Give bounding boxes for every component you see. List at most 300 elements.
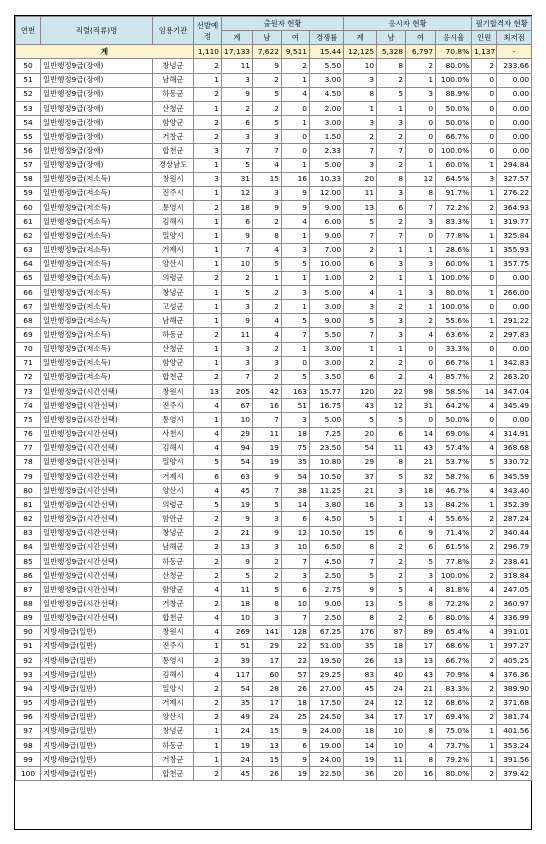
total-take-total: 12,125 [344,45,377,59]
cell-no: 71 [16,356,41,370]
table-row [16,484,532,498]
cell-app-male: 2 [253,569,282,583]
cell-rate: 63.6% [436,328,472,342]
cell-app-female: 0 [282,356,310,370]
cell-pass-count: 1 [472,158,497,172]
cell-min-score: 345.49 [497,399,532,413]
cell-app-male: 2 [253,370,282,384]
total-label: 계 [16,45,194,59]
cell-take-male: 2 [377,158,406,172]
cell-position: 지방세9급(일반) [41,710,153,724]
cell-quota: 1 [194,738,222,752]
cell-quota: 1 [194,639,222,653]
cell-take-female: 8 [406,724,436,738]
cell-take-male: 12 [377,399,406,413]
results-table-sheet [14,15,532,830]
cell-take-female: 89 [406,625,436,639]
cell-ratio: 7.00 [310,243,344,257]
table-row [16,441,532,455]
cell-take-female: 3 [406,569,436,583]
cell-app-female: 5 [282,370,310,384]
table-row [16,753,532,767]
cell-take-total: 15 [344,526,377,540]
table-row [16,583,532,597]
cell-pass-count: 0 [472,116,497,130]
cell-min-score: 287.24 [497,512,532,526]
cell-rate: 75.0% [436,724,472,738]
cell-quota: 2 [194,654,222,668]
cell-take-female: 0 [406,144,436,158]
cell-app-total: 11 [222,59,253,73]
cell-app-female: 22 [282,654,310,668]
cell-min-score: 355.93 [497,243,532,257]
cell-take-total: 11 [344,186,377,200]
table-row [16,186,532,200]
cell-rate: 85.7% [436,370,472,384]
cell-no: 86 [16,569,41,583]
cell-agency: 창원시 [153,385,194,399]
cell-pass-count: 4 [472,668,497,682]
cell-agency: 창녕군 [153,724,194,738]
cell-take-male: 5 [377,597,406,611]
cell-pass-count: 2 [472,710,497,724]
cell-take-total: 1 [344,101,377,115]
header-passers: 필기합격자 현황 [472,17,532,31]
header-applicants: 출원자 현황 [222,17,344,31]
cell-ratio: 9.00 [310,229,344,243]
cell-take-male: 6 [377,427,406,441]
cell-agency: 밀양시 [153,455,194,469]
table-row [16,300,532,314]
cell-no: 84 [16,540,41,554]
cell-no: 58 [16,172,41,186]
cell-take-total: 19 [344,753,377,767]
cell-app-female: 51 [282,399,310,413]
cell-take-male: 3 [377,116,406,130]
cell-take-total: 1 [344,342,377,356]
cell-take-male: 7 [377,229,406,243]
cell-app-female: 1 [282,229,310,243]
cell-rate: 81.8% [436,583,472,597]
cell-take-total: 26 [344,654,377,668]
cell-take-total: 43 [344,399,377,413]
cell-take-male: 24 [377,682,406,696]
cell-ratio: 2.50 [310,569,344,583]
cell-take-female: 0 [406,229,436,243]
cell-agency: 김해시 [153,441,194,455]
cell-no: 73 [16,385,41,399]
cell-app-male: 24 [253,710,282,724]
cell-take-male: 2 [377,356,406,370]
cell-min-score: 0.00 [497,300,532,314]
cell-pass-count: 2 [472,512,497,526]
cell-ratio: 5.00 [310,413,344,427]
cell-position: 일반행정9급(저소득) [41,370,153,384]
cell-rate: 68.6% [436,696,472,710]
cell-take-female: 31 [406,399,436,413]
cell-take-total: 24 [344,696,377,710]
cell-position: 일반행정9급(시간선택) [41,385,153,399]
cell-position: 일반행정9급(저소득) [41,243,153,257]
cell-agency: 의령군 [153,271,194,285]
cell-position: 일반행정9급(시간선택) [41,427,153,441]
cell-take-male: 2 [377,370,406,384]
cell-app-female: 35 [282,455,310,469]
cell-agency: 진주시 [153,186,194,200]
cell-position: 일반행정9급(시간선택) [41,569,153,583]
cell-take-female: 0 [406,130,436,144]
cell-pass-count: 4 [472,484,497,498]
cell-take-female: 4 [406,512,436,526]
cell-app-total: 10 [222,413,253,427]
cell-no: 99 [16,753,41,767]
cell-ratio: 3.00 [310,300,344,314]
cell-take-female: 16 [406,767,436,781]
cell-app-male: 141 [253,625,282,639]
cell-position: 일반행정9급(시간선택) [41,413,153,427]
cell-no: 62 [16,229,41,243]
cell-take-total: 45 [344,682,377,696]
cell-app-male: 60 [253,668,282,682]
cell-app-total: 3 [222,356,253,370]
cell-ratio: 2.50 [310,611,344,625]
cell-app-female: 9 [282,753,310,767]
cell-app-total: 5 [222,158,253,172]
cell-app-male: 9 [253,59,282,73]
cell-min-score: 0.00 [497,413,532,427]
cell-pass-count: 2 [472,201,497,215]
cell-pass-count: 1 [472,243,497,257]
cell-app-total: 7 [222,370,253,384]
table-header [16,17,532,45]
cell-ratio: 1.50 [310,130,344,144]
cell-min-score: 347.04 [497,385,532,399]
cell-rate: 50.0% [436,101,472,115]
cell-no: 59 [16,186,41,200]
cell-take-total: 29 [344,455,377,469]
cell-position: 일반행정9급(장애) [41,101,153,115]
cell-quota: 4 [194,668,222,682]
table-row [16,710,532,724]
table-row [16,526,532,540]
cell-app-total: 18 [222,597,253,611]
cell-app-total: 18 [222,201,253,215]
total-rate: 70.8% [436,45,472,59]
header-app-total: 계 [222,31,253,45]
cell-app-female: 3 [282,569,310,583]
cell-position: 일반행정9급(시간선택) [41,441,153,455]
cell-quota: 2 [194,540,222,554]
cell-rate: 61.5% [436,540,472,554]
cell-rate: 64.5% [436,172,472,186]
cell-pass-count: 4 [472,611,497,625]
cell-pass-count: 2 [472,526,497,540]
cell-min-score: 314.91 [497,427,532,441]
cell-ratio: 5.00 [310,285,344,299]
cell-ratio: 15.77 [310,385,344,399]
cell-take-total: 176 [344,625,377,639]
cell-take-male: 87 [377,625,406,639]
cell-app-total: 3 [222,300,253,314]
cell-min-score: 352.39 [497,498,532,512]
cell-take-total: 8 [344,611,377,625]
cell-take-male: 3 [377,484,406,498]
cell-min-score: 296.79 [497,540,532,554]
header-agency: 임용기관 [153,17,194,45]
cell-no: 98 [16,738,41,752]
cell-no: 63 [16,243,41,257]
cell-take-female: 4 [406,738,436,752]
cell-take-female: 17 [406,639,436,653]
cell-app-total: 9 [222,554,253,568]
cell-take-total: 2 [344,356,377,370]
total-app-female: 9,511 [282,45,310,59]
cell-app-male: 17 [253,696,282,710]
cell-no: 91 [16,639,41,653]
cell-quota: 1 [194,158,222,172]
cell-agency: 통영시 [153,654,194,668]
cell-app-female: 6 [282,512,310,526]
cell-app-male: 15 [253,753,282,767]
cell-take-female: 6 [406,540,436,554]
cell-app-female: 0 [282,130,310,144]
cell-app-female: 9 [282,724,310,738]
cell-no: 80 [16,484,41,498]
cell-take-female: 0 [406,356,436,370]
cell-take-female: 13 [406,498,436,512]
cell-take-male: 3 [377,186,406,200]
cell-rate: 100.0% [436,73,472,87]
cell-rate: 80.0% [436,285,472,299]
cell-ratio: 3.00 [310,342,344,356]
cell-position: 일반행정9급(저소득) [41,285,153,299]
cell-ratio: 4.50 [310,87,344,101]
cell-app-total: 29 [222,427,253,441]
cell-app-total: 5 [222,569,253,583]
cell-min-score: 381.74 [497,710,532,724]
table-row [16,356,532,370]
table-row [16,413,532,427]
cell-take-male: 8 [377,172,406,186]
cell-app-male: 19 [253,441,282,455]
cell-app-female: 57 [282,668,310,682]
table-row [16,271,532,285]
total-take-female: 6,797 [406,45,436,59]
cell-take-male: 3 [377,328,406,342]
cell-pass-count: 2 [472,569,497,583]
cell-take-male: 6 [377,526,406,540]
cell-min-score: 0.00 [497,116,532,130]
cell-app-female: 16 [282,172,310,186]
cell-take-female: 17 [406,710,436,724]
cell-app-male: 4 [253,158,282,172]
cell-app-total: 54 [222,455,253,469]
cell-rate: 46.7% [436,484,472,498]
cell-min-score: 319.77 [497,215,532,229]
cell-no: 57 [16,158,41,172]
cell-pass-count: 1 [472,753,497,767]
cell-pass-count: 1 [472,257,497,271]
cell-min-score: 0.00 [497,271,532,285]
cell-app-female: 4 [282,215,310,229]
cell-ratio: 7.25 [310,427,344,441]
cell-no: 54 [16,116,41,130]
cell-quota: 4 [194,583,222,597]
cell-agency: 창녕군 [153,59,194,73]
cell-app-male: 8 [253,229,282,243]
cell-quota: 2 [194,271,222,285]
table-body [16,45,532,781]
cell-quota: 1 [194,215,222,229]
cell-take-male: 2 [377,73,406,87]
cell-rate: 80.0% [436,611,472,625]
total-pass-count: 1,137 [472,45,497,59]
cell-take-female: 4 [406,583,436,597]
cell-no: 68 [16,314,41,328]
cell-min-score: 291.22 [497,314,532,328]
cell-app-total: 12 [222,186,253,200]
cell-ratio: 19.50 [310,654,344,668]
cell-quota: 2 [194,116,222,130]
header-rate: 응시율 [436,31,472,45]
cell-ratio: 12.00 [310,186,344,200]
cell-quota: 1 [194,724,222,738]
cell-app-female: 26 [282,682,310,696]
cell-quota: 2 [194,767,222,781]
table-row [16,767,532,781]
cell-take-male: 10 [377,738,406,752]
cell-no: 60 [16,201,41,215]
cell-quota: 2 [194,201,222,215]
cell-app-female: 1 [282,73,310,87]
cell-pass-count: 1 [472,314,497,328]
cell-position: 지방세9급(일반) [41,753,153,767]
cell-app-female: 54 [282,470,310,484]
cell-app-male: 8 [253,597,282,611]
cell-min-score: 0.00 [497,101,532,115]
cell-take-female: 0 [406,342,436,356]
cell-ratio: 19.00 [310,738,344,752]
cell-take-total: 120 [344,385,377,399]
cell-app-male: 4 [253,328,282,342]
cell-ratio: 1.00 [310,271,344,285]
cell-rate: 66.7% [436,356,472,370]
cell-app-male: 9 [253,201,282,215]
cell-take-total: 2 [344,271,377,285]
cell-take-total: 3 [344,116,377,130]
cell-min-score: 238.41 [497,554,532,568]
cell-rate: 88.9% [436,87,472,101]
cell-rate: 73.7% [436,738,472,752]
header-takers: 응시자 현황 [344,17,472,31]
table-row [16,59,532,73]
cell-agency: 김해시 [153,215,194,229]
cell-ratio: 29.25 [310,668,344,682]
cell-position: 일반행정9급(시간선택) [41,611,153,625]
cell-agency: 창원시 [153,625,194,639]
cell-position: 일반행정9급(저소득) [41,271,153,285]
table-row [16,144,532,158]
cell-app-female: 5 [282,257,310,271]
header-name: 직렬(직류)명 [41,17,153,45]
cell-app-total: 3 [222,342,253,356]
cell-take-male: 11 [377,753,406,767]
cell-take-male: 18 [377,639,406,653]
cell-app-male: 26 [253,767,282,781]
cell-position: 일반행정9급(시간선택) [41,498,153,512]
cell-agency: 하동군 [153,87,194,101]
cell-position: 일반행정9급(시간선택) [41,597,153,611]
cell-app-male: 3 [253,356,282,370]
cell-app-female: 2 [282,59,310,73]
cell-min-score: 297.83 [497,328,532,342]
cell-ratio: 2.00 [310,101,344,115]
cell-take-male: 13 [377,654,406,668]
cell-agency: 합천군 [153,370,194,384]
cell-min-score: 379.42 [497,767,532,781]
cell-min-score: 376.36 [497,668,532,682]
cell-pass-count: 0 [472,413,497,427]
cell-ratio: 10.33 [310,172,344,186]
cell-ratio: 24.00 [310,724,344,738]
cell-app-male: 1 [253,271,282,285]
cell-take-female: 43 [406,441,436,455]
table-row [16,172,532,186]
cell-app-male: 2 [253,101,282,115]
cell-rate: 100.0% [436,271,472,285]
cell-pass-count: 4 [472,399,497,413]
cell-take-total: 6 [344,257,377,271]
cell-ratio: 10.00 [310,257,344,271]
cell-quota: 4 [194,441,222,455]
cell-min-score: 294.84 [497,158,532,172]
cell-pass-count: 2 [472,540,497,554]
cell-agency: 함양군 [153,116,194,130]
cell-quota: 1 [194,314,222,328]
cell-app-female: 25 [282,710,310,724]
table-row [16,724,532,738]
cell-min-score: 391.01 [497,625,532,639]
cell-app-male: 16 [253,399,282,413]
cell-take-male: 1 [377,271,406,285]
table-row [16,427,532,441]
cell-app-female: 1 [282,342,310,356]
cell-quota: 3 [194,144,222,158]
cell-take-female: 5 [406,554,436,568]
cell-agency: 경상남도 [153,158,194,172]
cell-quota: 4 [194,484,222,498]
cell-take-female: 9 [406,526,436,540]
cell-min-score: 330.72 [497,455,532,469]
cell-ratio: 9.00 [310,597,344,611]
cell-app-total: 11 [222,583,253,597]
cell-agency: 남해군 [153,314,194,328]
cell-take-male: 1 [377,285,406,299]
cell-min-score: 353.24 [497,738,532,752]
table-row [16,201,532,215]
cell-app-male: 2 [253,554,282,568]
cell-position: 일반행정9급(저소득) [41,257,153,271]
cell-agency: 산청군 [153,569,194,583]
cell-quota: 2 [194,710,222,724]
cell-take-total: 7 [344,144,377,158]
cell-no: 78 [16,455,41,469]
cell-rate: 65.4% [436,625,472,639]
cell-agency: 산청군 [153,101,194,115]
cell-rate: 71.4% [436,526,472,540]
cell-quota: 2 [194,328,222,342]
cell-position: 일반행정9급(시간선택) [41,455,153,469]
